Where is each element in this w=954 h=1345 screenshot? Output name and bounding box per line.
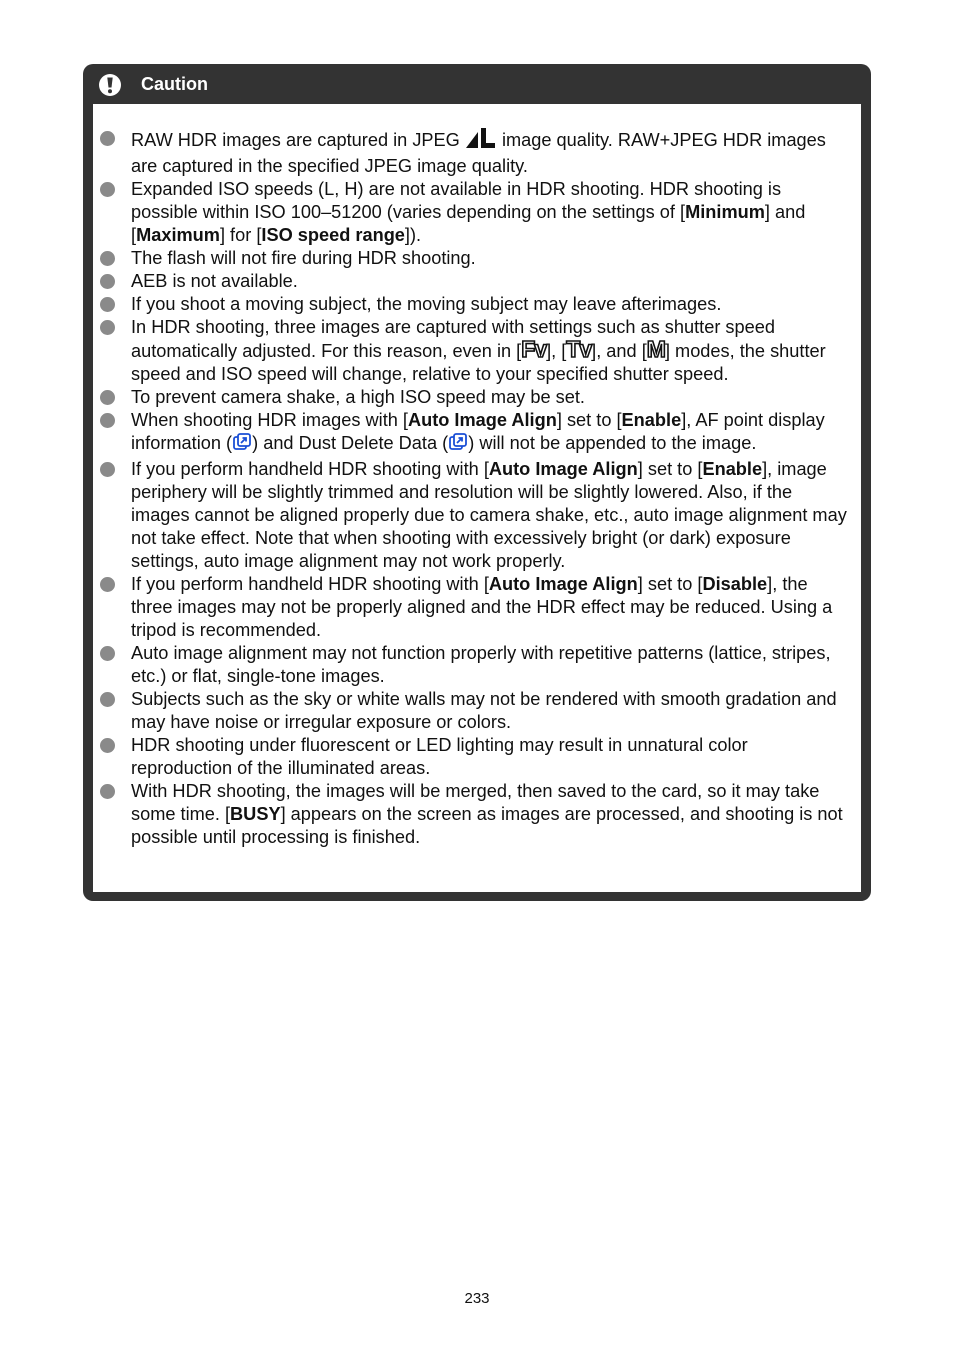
bullet-text: ]). <box>404 225 422 245</box>
shooting-mode-fv-icon: Fv <box>521 336 547 362</box>
menu-setting-name: Auto Image Align <box>488 574 638 594</box>
caution-bullet-item <box>93 127 861 178</box>
bullet-text: If you shoot a moving subject, the moving subject may leave afterimages. <box>131 294 722 314</box>
bullet-dot-icon <box>100 320 115 335</box>
bullet-text: ] modes, the shutter speed and ISO speed will change, relative to your specified shutter speed. <box>131 341 826 384</box>
bullet-text: When shooting HDR images with [ <box>131 410 408 430</box>
bullet-text: ], image periphery will be slightly trimmed and resolution will be slightly lowered. Also, if the images cannot be aligned properly due to camera shake, etc., auto image alignment may not take effect. Note that when shooting with excessively bright (or dark) exposure settings, auto image alignment may not work properly. <box>131 459 847 571</box>
bullet-dot-icon <box>100 390 115 405</box>
jpeg-large-fine-quality-icon <box>465 127 497 155</box>
bullet-dot-icon <box>100 251 115 266</box>
caution-bullet-item <box>93 642 861 688</box>
bullet-dot-icon <box>100 274 115 289</box>
shooting-mode-tv-icon: Tv <box>566 336 592 362</box>
caution-bullet-item <box>93 409 861 458</box>
caution-bullet-item <box>93 316 861 386</box>
shooting-mode-m-icon: M <box>646 336 665 362</box>
bullet-text: ] appears on the screen as images are processed, and shooting is not possible until processing is finished. <box>131 804 843 847</box>
bullet-text: If you perform handheld HDR shooting with [ <box>131 459 489 479</box>
bullet-text: HDR shooting under fluorescent or LED lighting may result in unnatural color reproduction of the illuminated areas. <box>131 735 748 778</box>
caution-box <box>83 64 871 901</box>
caution-bullet-item <box>93 178 861 247</box>
bullet-text: Auto image alignment may not function properly with repetitive patterns (lattice, stripes, etc.) or flat, single-tone images. <box>131 643 831 686</box>
caution-body <box>93 104 861 892</box>
bullet-text: ) will not be appended to the image. <box>468 433 757 453</box>
bullet-text: ], [ <box>546 341 567 361</box>
caution-bullet-item <box>93 386 861 409</box>
bullet-text: ] set to [ <box>637 459 703 479</box>
bullet-text: ] set to [ <box>556 410 622 430</box>
caution-bullet-item <box>93 458 861 573</box>
bullet-text: ] for [ <box>219 225 262 245</box>
bullet-text: ] and [ <box>131 202 806 245</box>
link-reference-icon[interactable] <box>232 432 252 458</box>
bullet-text: ] set to [ <box>637 574 703 594</box>
bullet-text: To prevent camera shake, a high ISO speed may be set. <box>131 387 585 407</box>
bullet-text: ) and Dust Delete Data ( <box>252 433 449 453</box>
bullet-text: RAW HDR images are captured in JPEG <box>131 130 465 150</box>
bullet-text: The flash will not fire during HDR shooting. <box>131 248 476 268</box>
bullet-dot-icon <box>100 182 115 197</box>
bullet-text: AEB is not available. <box>131 271 298 291</box>
caution-bullet-item <box>93 780 861 849</box>
caution-bullet-list <box>93 127 861 849</box>
bullet-dot-icon <box>100 413 115 428</box>
bullet-text: ], AF point display information ( <box>131 410 825 453</box>
page-number: 233 <box>464 1290 490 1307</box>
link-reference-icon[interactable] <box>448 432 468 458</box>
bullet-dot-icon <box>100 738 115 753</box>
menu-setting-name: Disable <box>702 574 768 594</box>
caution-exclamation-icon <box>99 74 121 96</box>
caution-header <box>83 64 871 104</box>
bullet-text: image quality. RAW+JPEG HDR images are captured in the specified JPEG image quality. <box>131 130 826 176</box>
bullet-dot-icon <box>100 297 115 312</box>
caution-bullet-item <box>93 734 861 780</box>
menu-setting-name: Enable <box>621 410 682 430</box>
bullet-text: Expanded ISO speeds (L, H) are not available in HDR shooting. HDR shooting is possible within ISO 100–51200 (varies depending on the settings of [ <box>131 179 782 222</box>
bullet-dot-icon <box>100 646 115 661</box>
bullet-dot-icon <box>100 784 115 799</box>
caution-bullet-item <box>93 270 861 293</box>
bullet-dot-icon <box>100 462 115 477</box>
caution-title: Caution <box>141 74 208 94</box>
bullet-text: ], the three images may not be properly aligned and the HDR effect may be reduced. Using a tripod is recommended. <box>131 574 833 640</box>
bullet-dot-icon <box>100 692 115 707</box>
caution-bullet-item <box>93 247 861 270</box>
menu-setting-name: BUSY <box>230 804 281 824</box>
bullet-text: Subjects such as the sky or white walls may not be rendered with smooth gradation and may have noise or irregular exposure or colors. <box>131 689 837 732</box>
menu-setting-name: Minimum <box>685 202 765 222</box>
menu-setting-name: Enable <box>702 459 763 479</box>
bullet-text: ], and [ <box>591 341 647 361</box>
menu-setting-name: Maximum <box>136 225 220 245</box>
caution-bullet-item <box>93 293 861 316</box>
bullet-dot-icon <box>100 577 115 592</box>
menu-setting-name: Auto Image Align <box>407 410 557 430</box>
bullet-text: If you perform handheld HDR shooting with [ <box>131 574 489 594</box>
caution-bullet-item <box>93 688 861 734</box>
menu-setting-name: Auto Image Align <box>488 459 638 479</box>
caution-bullet-item <box>93 573 861 642</box>
bullet-text: In HDR shooting, three images are captured with settings such as shutter speed automatically adjusted. For this reason, even in [ <box>131 317 775 361</box>
bullet-dot-icon <box>100 131 115 146</box>
menu-setting-name: ISO speed range <box>261 225 405 245</box>
bullet-text: With HDR shooting, the images will be merged, then saved to the card, so it may take some time. [ <box>131 781 820 824</box>
